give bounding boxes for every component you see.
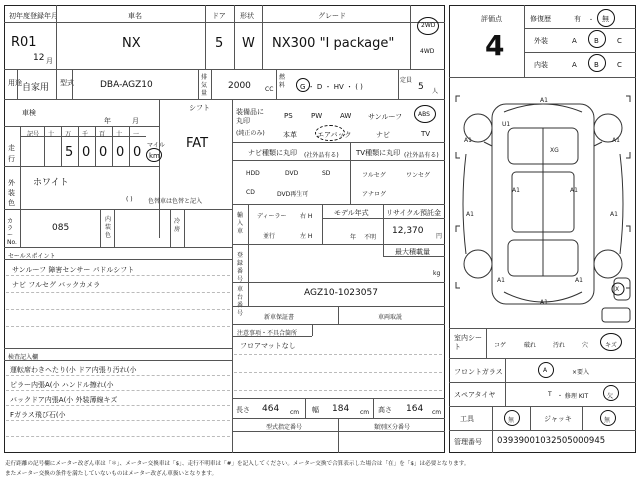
spare-tire-label: スペアタイヤ bbox=[454, 391, 496, 399]
notes-label: 注意事項・不具合箇所 bbox=[237, 330, 298, 337]
exterior-b: B bbox=[594, 37, 599, 45]
diag-mark-right-door: A1 bbox=[570, 187, 578, 194]
navi-hdd: HDD bbox=[246, 170, 260, 177]
import-left: 左 H bbox=[300, 233, 313, 240]
odometer-digit: 0 bbox=[116, 145, 125, 160]
doors-value: 5 bbox=[215, 36, 224, 51]
odometer-head: 十 bbox=[48, 131, 55, 138]
height-unit: cm bbox=[432, 409, 442, 416]
navi-dvd: DVD bbox=[285, 170, 299, 177]
navi-sd: SD bbox=[322, 170, 331, 177]
inspection-label: 車検 bbox=[22, 109, 36, 117]
rating-value: 4 bbox=[485, 29, 505, 62]
reg-month: 12 bbox=[33, 53, 45, 63]
width-label: 幅 bbox=[312, 406, 319, 414]
equip-sunroof: サンルーフ bbox=[368, 113, 403, 121]
odometer-digit: 0 bbox=[133, 145, 142, 160]
width-value: 184 bbox=[332, 404, 350, 414]
door-label: ドア bbox=[212, 12, 226, 20]
reg-year: R01 bbox=[11, 35, 37, 50]
diag-mark-right-front: A1 bbox=[612, 137, 620, 144]
equip-leather: 本革 bbox=[283, 131, 297, 139]
diag-mark-rear: A1 bbox=[540, 299, 548, 306]
length-unit: cm bbox=[290, 409, 300, 416]
rating-label: 評価点 bbox=[481, 15, 502, 23]
repair-option-yes: 有 bbox=[574, 15, 581, 23]
car-name-label: 車名 bbox=[128, 12, 142, 20]
interior-a: A bbox=[572, 61, 577, 69]
color-label: 外装色 bbox=[8, 179, 15, 207]
width-unit: cm bbox=[360, 409, 370, 416]
drive-2wd: 2WD bbox=[421, 22, 436, 29]
reg-month-unit: 月 bbox=[46, 57, 53, 65]
equip-ps: PS bbox=[284, 112, 293, 120]
indoor-label: 室内シート bbox=[454, 334, 482, 351]
displacement-unit: CC bbox=[265, 86, 274, 93]
max-load-unit: kg bbox=[433, 270, 441, 277]
sales-line-2: ナビ フルセグ バックカメラ bbox=[12, 281, 101, 289]
model-label: 型式 bbox=[60, 79, 74, 87]
reg-date-label: 初年度登録年月 bbox=[9, 12, 58, 20]
jack-label: ジャッキ bbox=[544, 415, 572, 423]
spare-missing: 欠 bbox=[607, 393, 614, 400]
indoor-scratch: キズ bbox=[605, 342, 617, 349]
equip-airbag: エアバック bbox=[317, 131, 352, 139]
mileage-label: 走行 bbox=[8, 144, 15, 163]
shift-label: シフト bbox=[189, 104, 210, 112]
jack-value: 無 bbox=[604, 417, 611, 424]
diag-mark-rear-right: A1 bbox=[575, 277, 583, 284]
footer-line-2: またメーター交換の条件を満たしていないものはメーター改ざん車扱いとなります。 bbox=[5, 471, 218, 477]
model-value: DBA-AGZ10 bbox=[100, 80, 153, 90]
odometer-digit: 0 bbox=[82, 145, 91, 160]
diag-mark-rear-left: A1 bbox=[497, 277, 505, 284]
navi-dvd-play: DVD再生可 bbox=[277, 191, 309, 198]
interior-color-label: 内装色 bbox=[105, 216, 112, 239]
height-value: 164 bbox=[406, 404, 424, 414]
odometer-digit: 0 bbox=[99, 145, 108, 160]
equip-aw: AW bbox=[340, 112, 352, 120]
mileage-unit: km bbox=[149, 152, 160, 160]
navi-cd: CD bbox=[246, 189, 255, 196]
color-note: 色替車は色替と記入 bbox=[148, 198, 203, 205]
diag-mark-right-rear: A1 bbox=[610, 211, 618, 218]
exterior-label: 外装 bbox=[534, 37, 548, 45]
fuel-options: G ・ D ・ HV ・ ( ) bbox=[300, 83, 363, 91]
new-car-warranty: 新車保証書 bbox=[264, 314, 295, 321]
diag-mark-front: A1 bbox=[540, 97, 548, 104]
odometer-head: 百 bbox=[99, 131, 106, 138]
front-glass-label: フロントガラス bbox=[454, 368, 503, 376]
capacity-value: 5 bbox=[418, 82, 424, 92]
import-label: 輸入車 bbox=[237, 212, 244, 235]
diag-mark-left-door: A1 bbox=[512, 187, 520, 194]
sales-points-label: セールスポイント bbox=[8, 253, 56, 260]
capacity-label: 定員 bbox=[400, 77, 413, 84]
diag-mark-u1: U1 bbox=[502, 121, 511, 128]
indoor-stain: 汚れ bbox=[553, 342, 566, 349]
front-glass-replace: ×要入 bbox=[572, 369, 590, 376]
repair-dot: ・ bbox=[588, 17, 595, 24]
displacement-value: 2000 bbox=[228, 81, 251, 91]
equip-tv: TV bbox=[421, 130, 431, 138]
color-paren: ( ) bbox=[126, 196, 133, 203]
length-value: 464 bbox=[262, 404, 280, 414]
reg-number-label: 登録番号 bbox=[237, 252, 244, 283]
navi-sub: (社外品有る) bbox=[304, 152, 339, 159]
odometer-head: 千 bbox=[82, 131, 89, 138]
capacity-unit: 人 bbox=[432, 88, 439, 95]
mile-label: マイル bbox=[147, 142, 165, 149]
spare-t: T bbox=[548, 391, 552, 398]
interior-b: B bbox=[594, 61, 599, 69]
diag-mark-xg: XG bbox=[550, 147, 559, 154]
front-glass-a: A bbox=[543, 367, 548, 374]
tv-label: TV種類に丸印 bbox=[356, 149, 401, 157]
indoor-burn: コゲ bbox=[494, 342, 507, 349]
color-code-label: カラーNo. bbox=[7, 218, 17, 246]
indoor-tear: 破れ bbox=[524, 342, 537, 349]
model-year-label: モデル年式 bbox=[334, 209, 369, 217]
max-load-label: 最大積載量 bbox=[395, 248, 430, 256]
inspector-line-2: ピラー内張A(小 ハンドル擦れ(小 bbox=[10, 381, 114, 389]
exterior-a: A bbox=[572, 37, 577, 45]
height-label: 高さ bbox=[378, 406, 392, 414]
sales-line-1: サンルーフ 障害センサー パドルシフト bbox=[12, 266, 135, 274]
repair-option-no: 無 bbox=[602, 15, 609, 23]
tv-analog: アナログ bbox=[362, 191, 387, 198]
ac-label: 冷房 bbox=[174, 218, 181, 233]
indoor-hole: 穴 bbox=[582, 342, 589, 349]
tools-value: 無 bbox=[508, 417, 515, 424]
chassis-value: AGZ10-1023057 bbox=[304, 288, 378, 298]
diag-circled-x: X bbox=[615, 286, 620, 293]
grade-value: NX300 "I package" bbox=[272, 36, 395, 51]
vehicle-manual: 車両取説 bbox=[378, 314, 403, 321]
displacement-label: 排気量 bbox=[201, 74, 208, 97]
interior-c: C bbox=[617, 61, 622, 69]
shape-value: W bbox=[242, 36, 255, 51]
inspector-line-1: 運転席わきヘたり(小 ドア内張り汚れ(小 bbox=[10, 366, 137, 374]
shape-label: 形状 bbox=[240, 12, 254, 20]
model-year-year: 年 bbox=[350, 234, 357, 241]
grade-label: グレード bbox=[318, 12, 346, 20]
import-right: 右 H bbox=[300, 213, 313, 220]
equipment-sublabel: (純正のみ) bbox=[236, 130, 265, 137]
inspector-line-3: バックドア内張A(小 外装薄線キズ bbox=[10, 396, 118, 404]
odometer-head: 万 bbox=[65, 131, 72, 138]
import-dealer: ディーラー bbox=[257, 213, 287, 220]
shift-value: FAT bbox=[186, 136, 209, 151]
color-code-value: 085 bbox=[52, 223, 70, 233]
inspection-month: 月 bbox=[132, 117, 139, 125]
equip-navi: ナビ bbox=[376, 131, 390, 139]
tools-label: 工具 bbox=[460, 415, 474, 423]
recycle-value: 12,370 bbox=[392, 226, 424, 236]
inspection-year: 年 bbox=[104, 117, 111, 125]
car-damage-diagram bbox=[452, 82, 634, 326]
equipment-label: 装備品に丸印 bbox=[236, 108, 264, 125]
management-label: 管理番号 bbox=[454, 438, 482, 446]
odometer-head: 一 bbox=[133, 131, 140, 138]
model-year-unknown: 不明 bbox=[364, 234, 377, 241]
interior-label: 内装 bbox=[534, 61, 548, 69]
navi-label: ナビ種類に丸印 bbox=[248, 149, 297, 157]
use-value: 自家用 bbox=[22, 83, 50, 93]
equip-pw: PW bbox=[311, 112, 323, 120]
exterior-c: C bbox=[617, 37, 622, 45]
recycle-label: リサイクル預託金 bbox=[386, 209, 442, 217]
inspector-line-4: Fガラス飛び石(小 bbox=[10, 411, 66, 419]
spare-kit: ・ 修理 KIT bbox=[557, 393, 589, 400]
recycle-unit: 円 bbox=[436, 233, 443, 240]
fuel-label: 燃料 bbox=[279, 74, 286, 89]
mileage-symbol-label: 記号 bbox=[27, 131, 40, 138]
use-label: 用途 bbox=[8, 79, 22, 87]
category-label: 類別区分番号 bbox=[374, 424, 411, 431]
equip-abs: ABS bbox=[418, 111, 430, 118]
inspector-notes-label: 検査記入欄 bbox=[8, 354, 39, 361]
diag-mark-left-rear: A1 bbox=[466, 211, 474, 218]
management-value: 03939001032505000945 bbox=[497, 436, 606, 446]
odometer-head: 十 bbox=[116, 131, 123, 138]
footer-line-1: 走行距離の記号欄にメーター改ざん車は「＊」、メーター交換車は「$」、走行不明車は「#」を記入してください。メーター交換で合算表示した場合は「在」を「$」は必要となります。 bbox=[5, 461, 470, 467]
tv-sub: (社外品有る) bbox=[404, 152, 439, 159]
length-label: 長さ bbox=[236, 406, 250, 414]
drive-4wd: 4WD bbox=[420, 48, 435, 55]
tv-fullseg: フルセグ bbox=[362, 172, 386, 179]
import-parallel: 並行 bbox=[263, 233, 276, 240]
odometer-digit: 5 bbox=[65, 145, 74, 160]
tv-oneseg: ワンセグ bbox=[406, 172, 431, 179]
car-name-value: NX bbox=[122, 36, 141, 51]
chassis-label: 車台番号 bbox=[237, 286, 244, 317]
color-value: ホワイト bbox=[33, 178, 69, 188]
type-cert-label: 型式指定番号 bbox=[266, 424, 303, 431]
repair-label: 修復歴 bbox=[530, 15, 551, 23]
notes-value: フロアマットなし bbox=[240, 342, 296, 350]
diag-mark-left-front: A1 bbox=[464, 137, 472, 144]
